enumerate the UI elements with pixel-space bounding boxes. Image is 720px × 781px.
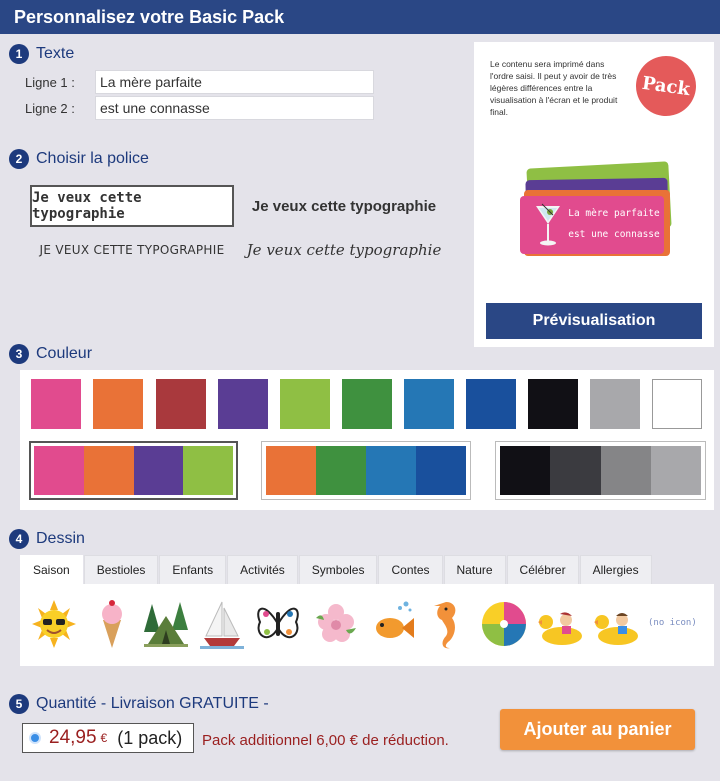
line2-input[interactable]: est une connasse bbox=[95, 96, 374, 120]
color-combo-3[interactable] bbox=[495, 441, 706, 500]
step-number: 5 bbox=[9, 694, 29, 714]
drawing-tabs bbox=[20, 555, 714, 584]
combo-color bbox=[601, 446, 651, 495]
preview-button[interactable]: Prévisualisation bbox=[486, 303, 702, 339]
tab-activites[interactable]: Activités bbox=[227, 555, 298, 584]
color-swatch-gray[interactable] bbox=[590, 379, 640, 429]
color-swatch-black[interactable] bbox=[528, 379, 578, 429]
tab-enfants[interactable]: Enfants bbox=[159, 555, 226, 584]
color-swatch-navy[interactable] bbox=[466, 379, 516, 429]
duck-float-icon[interactable] bbox=[536, 598, 584, 650]
color-swatch-purple[interactable] bbox=[218, 379, 268, 429]
sun-icon[interactable] bbox=[30, 598, 78, 650]
color-combo-2[interactable] bbox=[261, 441, 471, 500]
step-couleur bbox=[9, 344, 92, 364]
combo-color bbox=[183, 446, 233, 495]
color-swatch-red[interactable] bbox=[156, 379, 206, 429]
flower-icon[interactable] bbox=[312, 598, 360, 650]
card-line2: est une connasse bbox=[568, 229, 660, 240]
step-label: Choisir la police bbox=[36, 150, 149, 167]
step-number: 1 bbox=[9, 44, 29, 64]
combo-color bbox=[134, 446, 184, 495]
preview-panel bbox=[474, 42, 714, 347]
color-swatch-green[interactable] bbox=[342, 379, 392, 429]
color-swatch-lime[interactable] bbox=[280, 379, 330, 429]
combo-color bbox=[651, 446, 701, 495]
combo-color bbox=[266, 446, 316, 495]
color-swatch-orange[interactable] bbox=[93, 379, 143, 429]
no-icon-option[interactable]: (no icon) bbox=[648, 618, 697, 628]
font-option-4[interactable]: Je veux cette typographie bbox=[246, 241, 442, 259]
step-label: Texte bbox=[36, 45, 75, 62]
tab-celebrer[interactable]: Célébrer bbox=[507, 555, 579, 584]
font-option-3[interactable]: JE VEUX CETTE TYPOGRAPHIE bbox=[39, 243, 225, 257]
step-quantite bbox=[9, 694, 269, 714]
quantity-option[interactable] bbox=[22, 723, 194, 753]
price-value: 24,95 bbox=[49, 727, 97, 748]
step-number: 2 bbox=[9, 149, 29, 169]
font-option-2[interactable]: Je veux cette typographie bbox=[251, 197, 437, 215]
line2-label: Ligne 2 : bbox=[25, 101, 75, 116]
preview-note: Le contenu sera imprimé dans l'ordre saisi. Il peut y avoir de très légères différences entre la visualisation à l'écran et le produit final. bbox=[490, 59, 618, 117]
color-swatch-pink[interactable] bbox=[31, 379, 81, 429]
add-to-cart-button[interactable]: Ajouter au panier bbox=[500, 709, 695, 750]
combo-color bbox=[34, 446, 84, 495]
step-texte bbox=[9, 44, 74, 64]
tab-contes[interactable]: Contes bbox=[378, 555, 442, 584]
price-currency: € bbox=[100, 731, 108, 745]
sailboat-icon[interactable] bbox=[198, 598, 246, 650]
color-combo-1[interactable] bbox=[29, 441, 238, 500]
font-option-1[interactable]: Je veux cette typographie bbox=[30, 185, 234, 227]
line1-input[interactable]: La mère parfaite bbox=[95, 70, 374, 94]
tent-icon[interactable] bbox=[142, 598, 190, 650]
tab-bestioles[interactable]: Bestioles bbox=[84, 555, 159, 584]
line1-label: Ligne 1 : bbox=[25, 75, 75, 90]
card-line1: La mère parfaite bbox=[568, 208, 660, 219]
pack-count: (1 pack) bbox=[117, 727, 183, 748]
color-swatch-white[interactable] bbox=[652, 379, 702, 429]
cocktail-icon bbox=[534, 202, 562, 248]
card-pink bbox=[520, 196, 664, 254]
drawings-panel bbox=[20, 584, 714, 666]
step-label: Quantité - Livraison GRATUITE - bbox=[36, 695, 269, 712]
color-panel bbox=[20, 370, 714, 510]
seahorse-icon[interactable] bbox=[424, 598, 472, 650]
duck-float-boy-icon[interactable] bbox=[592, 598, 640, 650]
combo-color bbox=[366, 446, 416, 495]
step-police bbox=[9, 149, 149, 169]
ice-cream-icon[interactable] bbox=[88, 598, 136, 650]
step-label: Dessin bbox=[36, 530, 85, 547]
quantity-radio[interactable] bbox=[29, 732, 41, 744]
extra-pack-note: Pack additionnel 6,00 € de réduction. bbox=[202, 732, 449, 749]
tab-allergies[interactable]: Allergies bbox=[580, 555, 652, 584]
combo-color bbox=[316, 446, 366, 495]
color-swatch-blue[interactable] bbox=[404, 379, 454, 429]
combo-color bbox=[500, 446, 550, 495]
combo-color bbox=[416, 446, 466, 495]
step-dessin bbox=[9, 529, 85, 549]
beach-ball-icon[interactable] bbox=[480, 598, 528, 650]
step-number: 3 bbox=[9, 344, 29, 364]
tab-symboles[interactable]: Symboles bbox=[299, 555, 378, 584]
fish-icon[interactable] bbox=[368, 598, 416, 650]
combo-color bbox=[550, 446, 600, 495]
step-number: 4 bbox=[9, 529, 29, 549]
butterfly-icon[interactable] bbox=[254, 598, 302, 650]
tab-nature[interactable]: Nature bbox=[444, 555, 506, 584]
page-title: Personnalisez votre Basic Pack bbox=[0, 0, 720, 34]
tab-saison[interactable]: Saison bbox=[20, 555, 83, 584]
combo-color bbox=[84, 446, 134, 495]
pack-badge: Pack bbox=[632, 52, 700, 120]
step-label: Couleur bbox=[36, 345, 93, 362]
